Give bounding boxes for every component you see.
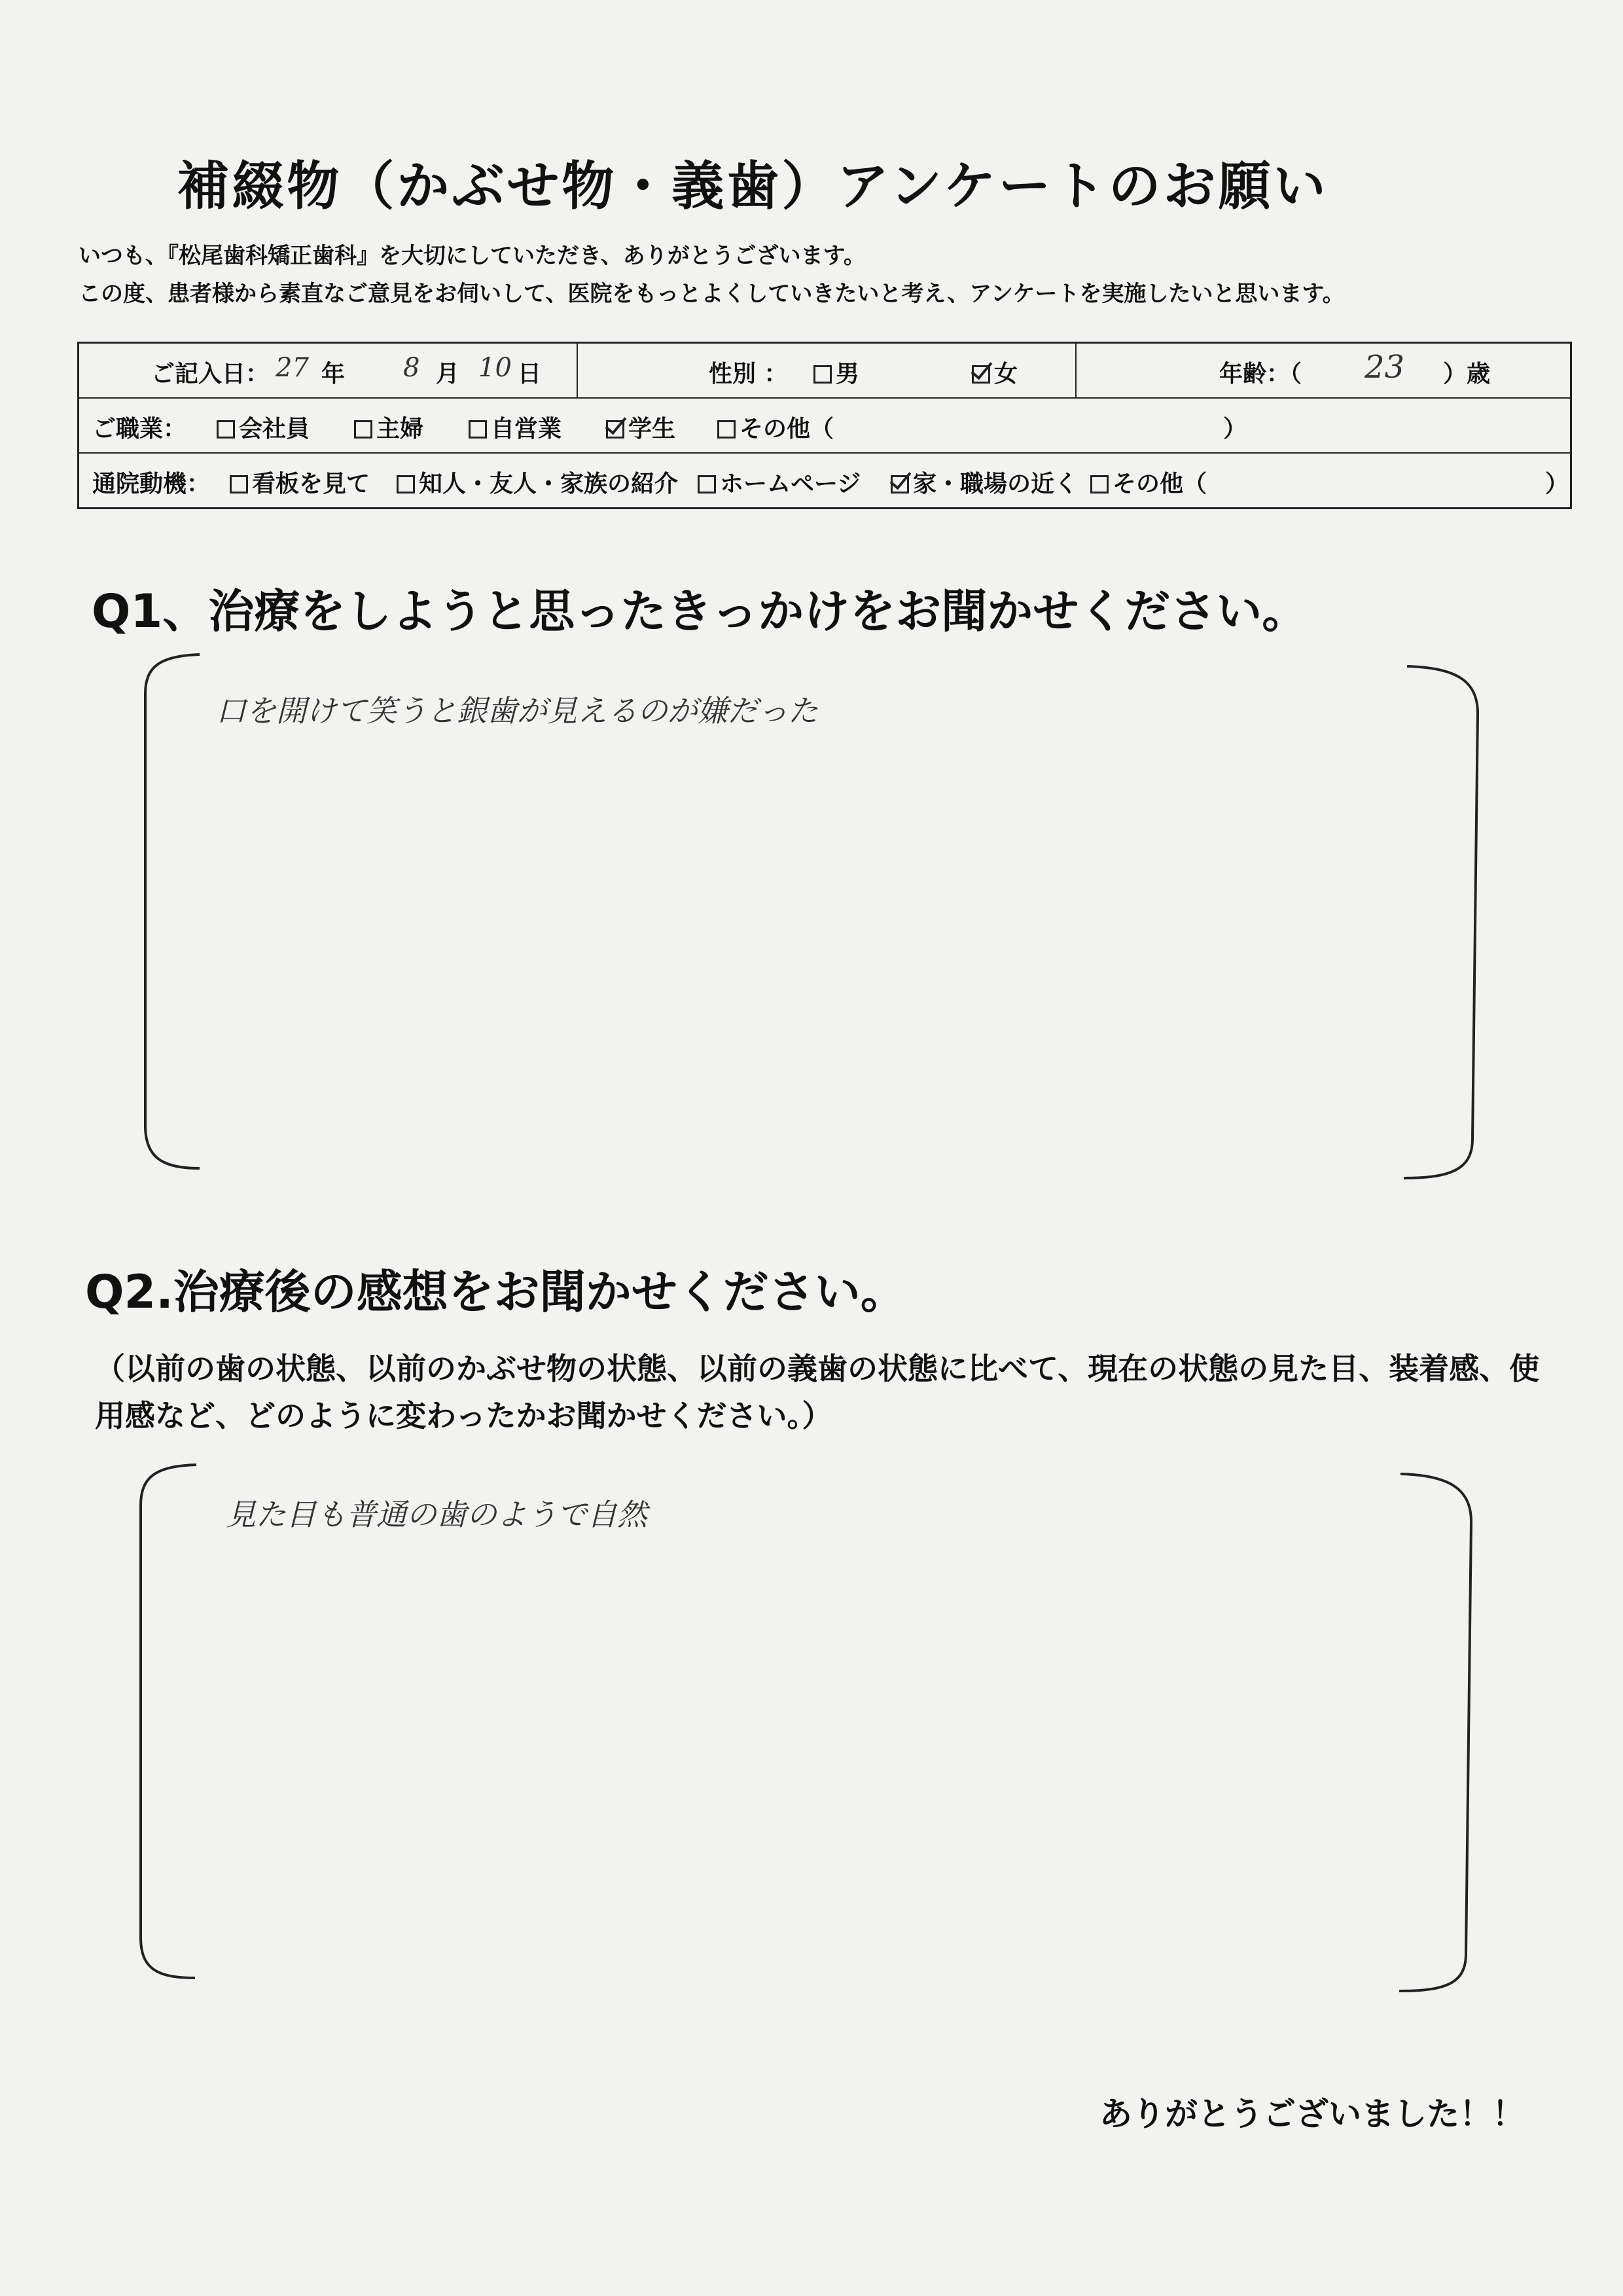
job-other-close: ） [1223,416,1247,442]
motive-option-other[interactable]: その他（ [1090,465,1207,499]
job-label: ご職業： [92,416,187,442]
question-2-note: （以前の歯の状態、以前のかぶせ物の状態、以前の義歯の状態に比べて、現在の状態の見た目、装着感、使用感など、どのように変わったかお聞かせください。） [95,1351,1540,1433]
job-option-housewife[interactable]: 主婦 [354,410,423,444]
motive-option-signboard[interactable]: 看板を見て [230,465,370,499]
date-day-unit: 日 [518,361,542,387]
motive-other-close: ） [1545,471,1569,497]
age-label: 年齢：（ [1219,361,1302,387]
gender-option-male[interactable]: 男 [813,355,859,389]
q1-right-bracket [1404,666,1478,1178]
question-2: Q2.治療後の感想をお聞かせください。 [85,1265,906,1319]
date-month-unit: 月 [436,361,460,387]
motive-option-homepage[interactable]: ホームページ [698,465,861,499]
page-title: 補綴物（かぶせ物・義歯）アンケートのお願い [177,156,1329,217]
intro-line: いつも、『松尾歯科矯正歯科』を大切にしていただき、ありがとうございます。 [79,243,866,269]
job-option-student[interactable]: 学生 [606,410,675,444]
date-day-value[interactable]: 10 [478,353,512,383]
q2-answer[interactable]: 見た目も普通の歯のようで自然 [226,1497,647,1532]
gender-option-female[interactable]: 女 [972,355,1018,389]
motive-option-near-home-work[interactable]: 家・職場の近く [891,465,1078,499]
age-unit: ）歳 [1443,361,1491,387]
motive-label: 通院動機： [92,471,211,497]
date-year-unit: 年 [321,361,346,387]
date-year-value[interactable]: 27 [276,353,309,383]
age-value[interactable]: 23 [1364,349,1405,386]
q2-right-bracket [1399,1474,1471,1991]
closing-thanks: ありがとうございました！！ [1099,2095,1525,2133]
intro-line: この度、患者様から素直なご意見をお伺いして、医院をもっとよくしていきたいと考え、アンケートを実施したいと思います。 [79,281,1345,307]
question-1: Q1、治療をしようと思ったきっかけをお聞かせください。 [92,584,1308,638]
q1-left-bracket [145,655,200,1168]
job-option-office-worker[interactable]: 会社員 [217,410,310,444]
motive-option-referral[interactable]: 知人・友人・家族の紹介 [397,465,678,499]
gender-label: 性別 ： [709,361,788,387]
job-option-self-employed[interactable]: 自営業 [469,410,562,444]
date-label: ご記入日： [151,361,270,387]
job-option-other[interactable]: その他（ [717,410,834,444]
q1-answer[interactable]: 口を開けて笑うと銀歯が見えるのが嫌だった [216,693,818,728]
date-month-value[interactable]: 8 [403,353,420,383]
q2-left-bracket [141,1465,196,1978]
